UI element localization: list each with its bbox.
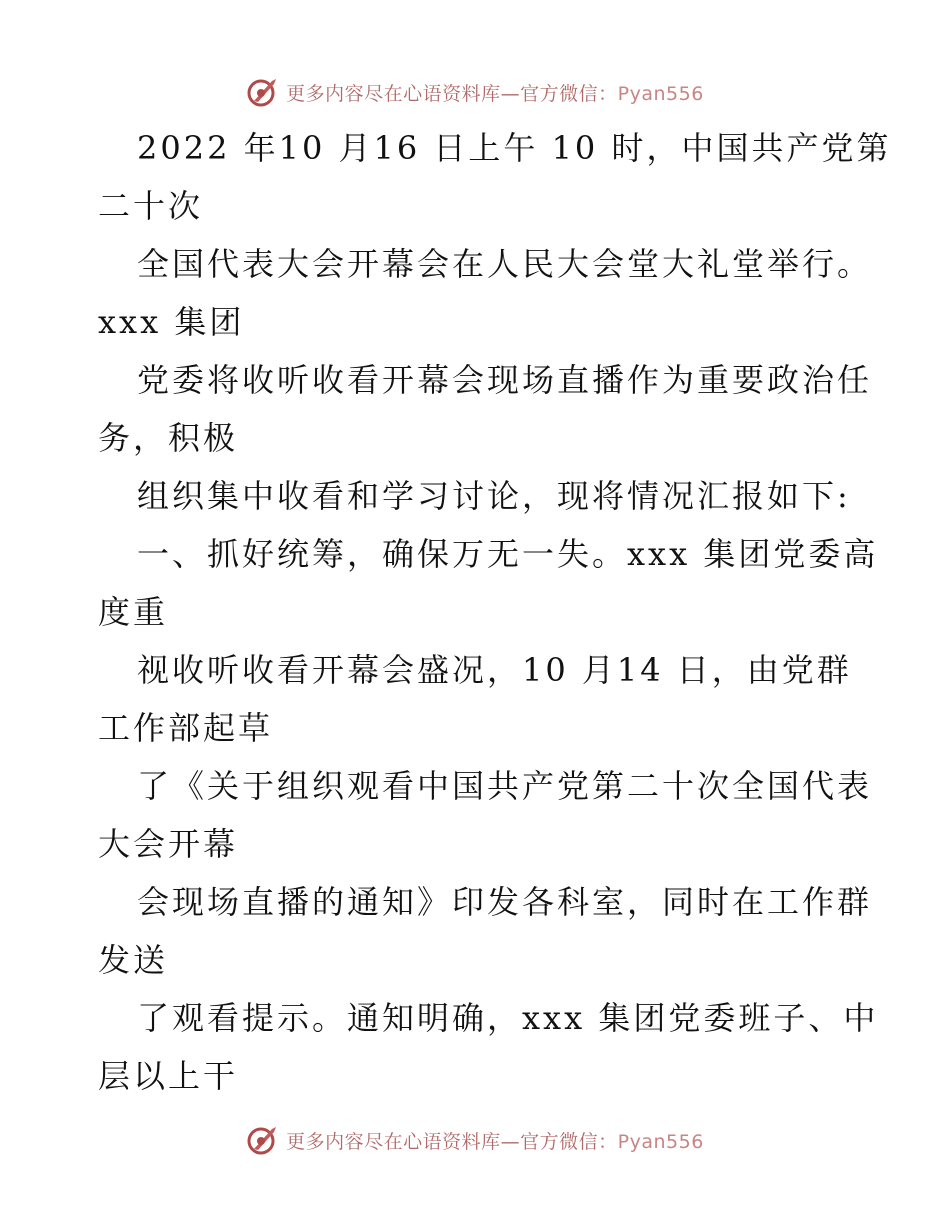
text-line: 发送 <box>98 941 169 979</box>
text-line: 全国代表大会开幕会在人民大会堂大礼堂举行。 <box>137 245 873 283</box>
text-line: 二十次 <box>98 187 204 225</box>
text-line: 一、抓好统筹，确保万无一失。xxx 集团党委高 <box>137 535 879 573</box>
text-line: 了观看提示。通知明确，xxx 集团党委班子、中 <box>137 999 879 1037</box>
header-watermark <box>0 72 950 112</box>
text-line: xxx 集团 <box>98 303 245 341</box>
text-line: 务，积极 <box>98 419 239 457</box>
quill-circle-logo-icon <box>246 1123 280 1157</box>
text-line: 了《关于组织观看中国共产党第二十次全国代表 <box>137 767 873 805</box>
text-line: 工作部起草 <box>98 709 274 747</box>
quill-circle-logo-icon <box>246 75 280 109</box>
text-line: 大会开幕 <box>98 825 239 863</box>
text-line: 党委将收听收看开幕会现场直播作为重要政治任 <box>137 361 873 399</box>
footer-watermark <box>0 1120 950 1160</box>
text-line: 2022 年10 月16 日上午 10 时，中国共产党第 <box>137 129 892 167</box>
text-line: 度重 <box>98 593 169 631</box>
watermark-text: 更多内容尽在心语资料库—官方微信：Pyan556 <box>286 1130 704 1153</box>
text-line: 会现场直播的通知》印发各科室，同时在工作群 <box>137 883 873 921</box>
text-line: 层以上干 <box>98 1057 239 1095</box>
watermark-text: 更多内容尽在心语资料库—官方微信：Pyan556 <box>286 82 704 105</box>
text-line: 视收听收看开幕会盛况，10 月14 日，由党群 <box>137 651 852 689</box>
text-line: 组织集中收看和学习讨论，现将情况汇报如下: <box>137 477 851 515</box>
